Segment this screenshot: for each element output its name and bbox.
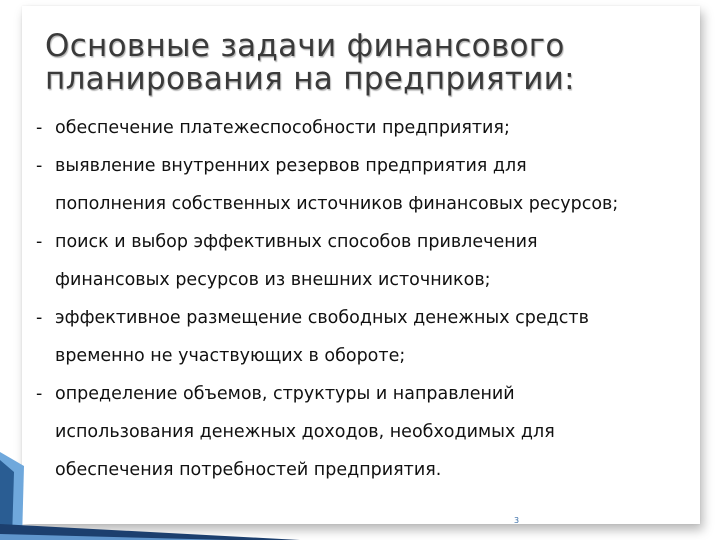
list-item-text: эффективное размещение свободных денежных средств [55,308,589,328]
slide-title [45,30,685,96]
list-item-line [36,115,696,153]
list-item-text: поиск и выбор эффективных способов привлечения [55,232,538,252]
title-line-2: планирования на предприятии: [45,61,575,97]
list-item-text: определение объемов, структуры и направлений [55,384,515,404]
list-item [36,305,696,381]
task-list [36,115,696,495]
list-item-continuation: временно не участвующих в обороте; [55,346,406,366]
list-item-continuation: использования денежных доходов, необходимых для [55,422,555,442]
list-item-line [36,229,696,267]
list-dash: - [36,156,43,176]
list-dash: - [36,232,43,252]
list-item-continuation: обеспечения потребностей предприятия. [55,460,442,480]
list-item-continuation: пополнения собственных источников финансовых ресурсов; [55,194,619,214]
list-item-text: обеспечение платежеспособности предприятия; [55,118,510,138]
list-item [36,115,696,153]
list-item-line [36,381,696,419]
list-item-line [36,305,696,343]
list-item-continuation: финансовых ресурсов из внешних источников; [55,270,491,290]
list-item-text: выявление внутренних резервов предприятия для [55,156,527,176]
list-dash: - [36,384,43,404]
list-dash: - [36,118,43,138]
bottom-accent-decoration [0,508,300,540]
title-line-1: Основные задачи финансового [45,28,565,64]
list-item-line [36,153,696,191]
list-item [36,381,696,495]
page-number: 3 [514,516,520,525]
list-item [36,153,696,229]
list-dash: - [36,308,43,328]
list-item [36,229,696,305]
